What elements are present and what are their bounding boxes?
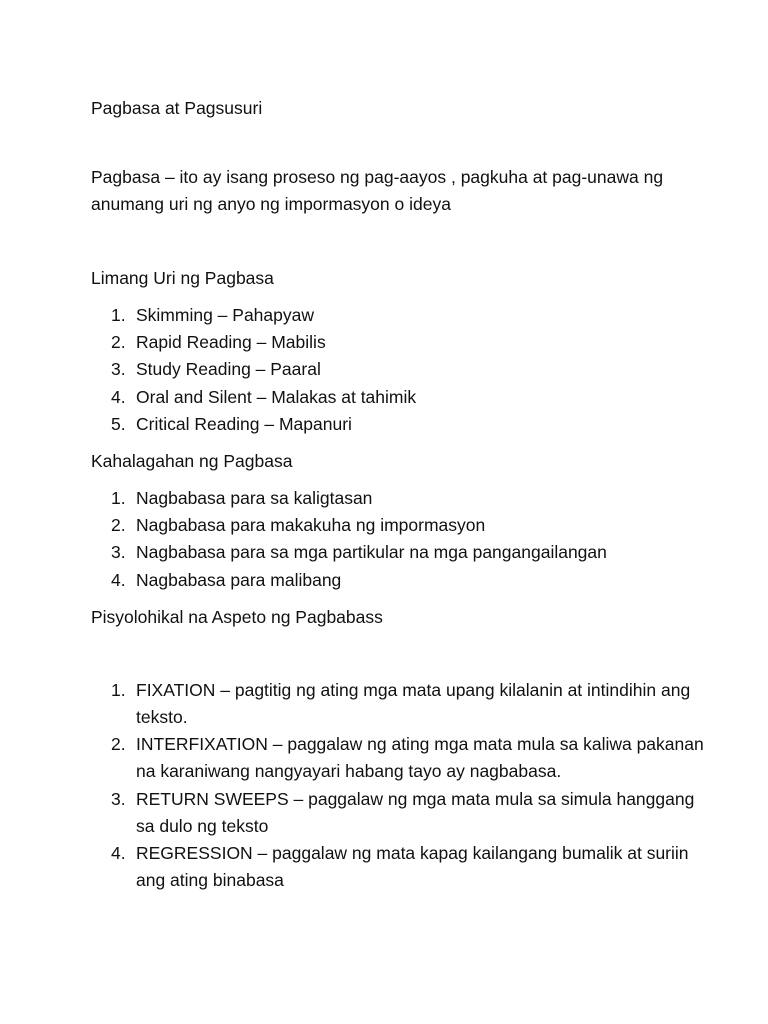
list-item [91, 539, 711, 566]
numbered-list-pisyolohikal [91, 677, 711, 895]
list-item-text: Oral and Silent – Malakas at tahimik [136, 386, 417, 407]
document-page [91, 95, 711, 894]
list-number: 2. [111, 734, 126, 755]
list-item [91, 329, 711, 356]
list-number: 1. [111, 488, 126, 509]
list-item-text: Nagbabasa para makakuha ng impormasyon [136, 515, 486, 536]
list-item-text: Nagbabasa para sa kaligtasan [136, 488, 373, 509]
list-item-text: Study Reading – Paaral [136, 359, 321, 380]
list-item [91, 411, 711, 438]
list-item [91, 677, 711, 731]
list-item-text: Nagbabasa para malibang [136, 569, 342, 590]
section-heading-limang-uri: Limang Uri ng Pagbasa [91, 268, 274, 288]
list-number: 3. [111, 788, 126, 809]
list-item-text: REGRESSION – paggalaw ng mata kapag kailangang bumalik at suriin ang ating binabasa [136, 843, 689, 891]
list-number: 2. [111, 515, 126, 536]
list-item [91, 840, 711, 894]
list-number: 4. [111, 843, 126, 864]
list-item [91, 731, 711, 785]
list-item [91, 512, 711, 539]
numbered-list-kahalagahan [91, 485, 711, 594]
list-item-text: FIXATION – pagtitig ng ating mga mata upang kilalanin at intindihin ang teksto. [136, 679, 691, 728]
list-item [91, 384, 711, 411]
list-item [91, 302, 711, 329]
numbered-list-limang-uri [91, 302, 711, 438]
definition-paragraph: Pagbasa – ito ay isang proseso ng pag-aayos , pagkuha at pag-unawa ng anumang uri ng anyo ng impormasyon o ideya [91, 167, 664, 214]
list-number: 1. [111, 679, 126, 700]
list-item-text: Skimming – Pahapyaw [136, 305, 314, 325]
list-number: 2. [111, 332, 126, 353]
document-title: Pagbasa at Pagsusuri [91, 98, 263, 118]
list-item-text: INTERFIXATION – paggalaw ng ating mga mata mula sa kaliwa pakanan na karaniwang nangyayari habang tayo ay nagbabasa. [136, 734, 704, 782]
list-item [91, 356, 711, 383]
list-item [91, 786, 711, 840]
list-number: 3. [111, 542, 126, 563]
list-number: 3. [111, 359, 126, 380]
list-item-text: RETURN SWEEPS – paggalaw ng mga mata mula sa simula hanggang sa dulo ng teksto [136, 788, 695, 836]
list-number: 1. [111, 305, 126, 325]
list-item [91, 485, 711, 512]
list-number: 4. [111, 569, 126, 590]
section-heading-pisyolohikal: Pisyolohikal na Aspeto ng Pagbabass [91, 606, 383, 627]
list-item [91, 567, 711, 594]
list-number: 5. [111, 413, 126, 434]
section-heading-kahalagahan: Kahalagahan ng Pagbasa [91, 451, 293, 472]
list-item-text: Nagbabasa para sa mga partikular na mga pangangailangan [136, 542, 607, 563]
list-number: 4. [111, 386, 126, 407]
list-item-text: Critical Reading – Mapanuri [136, 413, 352, 434]
list-item-text: Rapid Reading – Mabilis [136, 332, 326, 353]
